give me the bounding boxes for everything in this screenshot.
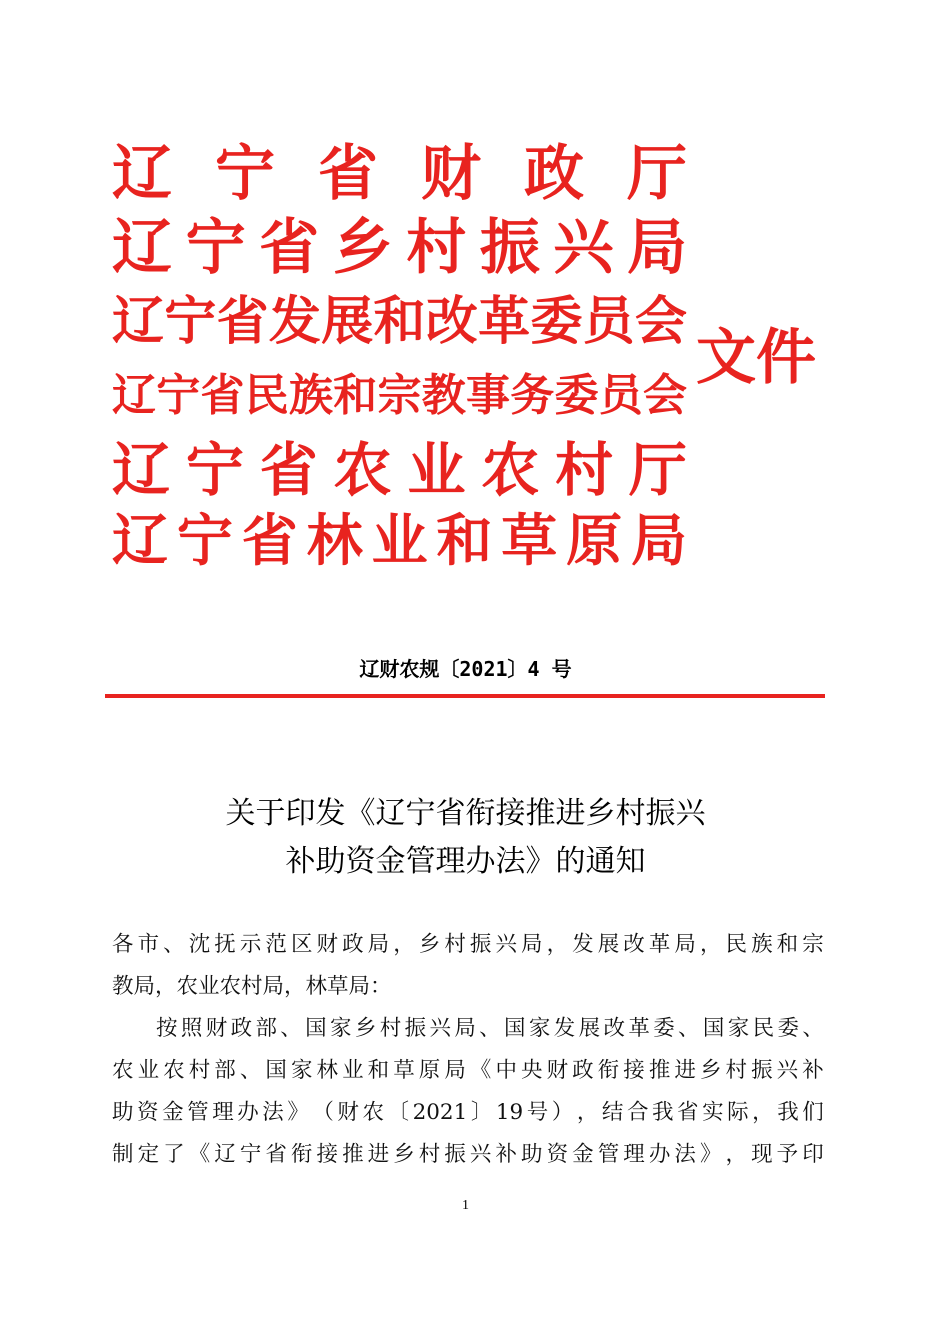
agency-char: 宁	[185, 436, 244, 504]
body-line	[112, 1008, 824, 1050]
agency-char: 省	[259, 213, 320, 283]
agency-char: 政	[524, 139, 584, 209]
agency-char: 辽	[112, 292, 165, 352]
body-char: 改	[623, 932, 645, 957]
body-char: 改	[603, 1016, 625, 1041]
agency-name-finance	[112, 138, 687, 210]
body-char: 金	[162, 1100, 184, 1125]
body-char: 财	[316, 932, 339, 957]
body-char: ，	[752, 1100, 774, 1125]
body-char: 、	[479, 1016, 501, 1041]
body-char: 号	[526, 1100, 549, 1125]
body-char: 范	[265, 932, 287, 957]
body-char: 2021	[412, 1100, 468, 1125]
body-char: ，	[393, 932, 415, 957]
body-char: 草	[393, 1058, 415, 1083]
agency-name-agriculture	[112, 434, 687, 506]
agency-char: 革	[478, 292, 531, 352]
body-char: 政	[342, 932, 364, 957]
body-char: 央	[521, 1058, 543, 1083]
body-line: 教局，农业农村局，林草局：	[112, 974, 392, 999]
body-char: 、	[802, 1016, 824, 1041]
agency-char: 兴	[553, 213, 614, 283]
body-char: 和	[367, 1058, 390, 1083]
body-char: 、	[678, 1016, 700, 1041]
body-char: 辽	[214, 1142, 236, 1167]
title-line-1: 关于印发《辽宁省衔接推进乡村振兴	[225, 796, 706, 831]
agency-char: 辽	[112, 213, 172, 283]
agency-char: 农	[481, 436, 540, 504]
body-char: 现	[751, 1142, 773, 1167]
agency-char: 农	[333, 436, 392, 504]
body-char: 管	[187, 1100, 209, 1125]
body-line	[112, 1050, 824, 1092]
agency-char: 村	[406, 213, 467, 283]
body-char: 了	[163, 1142, 185, 1167]
body-char: 法	[262, 1100, 284, 1125]
body-char: 政	[230, 1016, 253, 1041]
body-char: 财	[205, 1016, 228, 1041]
body-char: 理	[212, 1100, 234, 1125]
body-char: 振	[444, 1142, 466, 1167]
body-char: 兴	[429, 1016, 451, 1041]
body-char: ，	[546, 932, 569, 957]
agency-char: 财	[421, 139, 481, 209]
body-char: 宗	[802, 932, 824, 957]
body-char: 振	[751, 1058, 773, 1083]
document-body	[112, 924, 824, 1176]
body-char: 农	[362, 1100, 384, 1125]
body-char: 实	[702, 1100, 724, 1125]
agency-char: 省	[259, 436, 318, 504]
body-char: 进	[367, 1142, 390, 1167]
body-char: 革	[648, 932, 671, 957]
agency-char: 省	[200, 370, 245, 421]
agency-char: 和	[436, 509, 493, 574]
body-char: 兴	[469, 1142, 492, 1167]
agency-char: 林	[306, 509, 363, 574]
agency-char: 族	[289, 370, 333, 421]
body-char: 村	[188, 1058, 211, 1083]
agency-char: 厅	[627, 139, 687, 209]
agency-char: 局	[626, 213, 687, 283]
body-line	[112, 1134, 824, 1176]
body-char: 国	[305, 1016, 327, 1041]
body-char: （	[312, 1100, 334, 1125]
agency-char: 宁	[156, 370, 201, 421]
body-char: 接	[623, 1058, 645, 1083]
body-char: 理	[623, 1142, 645, 1167]
body-char: 19	[495, 1100, 524, 1125]
document-header	[112, 130, 852, 574]
agency-char: 原	[566, 509, 623, 574]
red-divider	[105, 694, 825, 698]
agency-char: 草	[501, 509, 558, 574]
body-char: 区	[290, 932, 313, 957]
body-char: 我	[777, 1100, 799, 1125]
agency-char: 和	[333, 370, 378, 421]
body-char: 局	[674, 932, 696, 957]
agency-char: 宗	[377, 370, 422, 421]
body-char: 予	[776, 1142, 799, 1167]
body-char: 家	[727, 1016, 750, 1041]
body-char: 展	[578, 1016, 601, 1041]
body-char: 局	[367, 932, 390, 957]
agency-char: 务	[510, 370, 555, 421]
agency-char: 教	[421, 370, 466, 421]
body-char: 原	[418, 1058, 441, 1083]
body-char: 进	[674, 1058, 696, 1083]
body-char: 补	[495, 1142, 517, 1167]
agency-char: 员	[598, 370, 643, 421]
body-char: ，	[725, 1142, 748, 1167]
agency-char: 宁	[215, 139, 275, 209]
body-char: 推	[342, 1142, 364, 1167]
agency-char: 会	[634, 292, 687, 352]
body-char: 抚	[214, 932, 236, 957]
body-char: 乡	[354, 1016, 377, 1041]
body-char: 局	[521, 932, 543, 957]
body-char: 业	[137, 1058, 160, 1083]
body-char: 资	[137, 1100, 159, 1125]
agency-char: 业	[407, 436, 466, 504]
body-char: ）	[551, 1100, 574, 1125]
body-char: 兴	[776, 1058, 799, 1083]
body-char: 、	[280, 1016, 302, 1041]
body-char: 印	[802, 1142, 824, 1167]
body-char: 局	[454, 1016, 476, 1041]
body-char: 林	[316, 1058, 339, 1083]
document-title	[0, 790, 931, 886]
agency-char: 宁	[176, 509, 233, 574]
body-char: 国	[702, 1016, 725, 1041]
body-char: 财	[337, 1100, 359, 1125]
agency-char: 会	[643, 370, 687, 421]
body-char: 制	[112, 1142, 134, 1167]
body-char: 我	[651, 1100, 674, 1125]
body-char: 《	[188, 1142, 211, 1167]
agency-char: 民	[244, 370, 289, 421]
agency-char: 辽	[112, 139, 172, 209]
body-char: 部	[255, 1016, 277, 1041]
body-line	[112, 924, 824, 966]
body-char: ，	[576, 1100, 599, 1125]
body-char: 推	[648, 1058, 671, 1083]
agency-char: 改	[425, 292, 478, 352]
body-char: 衔	[290, 1142, 313, 1167]
body-char: 们	[802, 1100, 824, 1125]
body-char: 农	[163, 1058, 185, 1083]
body-char: 、	[239, 1058, 262, 1083]
body-char: 结	[601, 1100, 624, 1125]
body-char: 家	[290, 1058, 313, 1083]
agency-char: 委	[530, 292, 583, 352]
body-char: 村	[379, 1016, 402, 1041]
document-suffix: 文件	[696, 323, 816, 393]
body-char: 〕	[470, 1100, 493, 1125]
agency-char: 事	[466, 370, 510, 421]
agency-char: 宁	[185, 213, 246, 283]
body-char: 民	[725, 932, 748, 957]
body-char: 资	[546, 1142, 569, 1167]
body-char: 革	[628, 1016, 650, 1041]
body-char: ，	[699, 932, 722, 957]
body-char: 乡	[393, 1142, 415, 1167]
body-char: 按	[156, 1016, 178, 1041]
body-char: 《	[469, 1058, 492, 1083]
agency-char: 省	[216, 292, 269, 352]
body-line	[112, 1092, 824, 1134]
agency-name-ethnic-religious	[112, 360, 687, 432]
body-char: 法	[674, 1142, 696, 1167]
agency-char: 振	[479, 213, 540, 283]
body-char: 村	[418, 1142, 441, 1167]
body-char: 》	[287, 1100, 309, 1125]
body-char: 财	[546, 1058, 569, 1083]
agency-char: 委	[554, 370, 599, 421]
agency-char: 辽	[112, 509, 168, 574]
body-char: 发	[553, 1016, 576, 1041]
document-number: 辽财农规〔2021〕4 号	[359, 657, 572, 681]
agency-char: 业	[371, 509, 428, 574]
body-char: 政	[572, 1058, 594, 1083]
body-char: 振	[469, 932, 492, 957]
body-char: 省	[265, 1142, 287, 1167]
agency-char: 局	[631, 509, 687, 574]
body-char: 部	[214, 1058, 236, 1083]
body-char: 管	[597, 1142, 620, 1167]
agency-char: 辽	[112, 370, 156, 421]
body-char: 助	[521, 1142, 543, 1167]
body-char: 定	[137, 1142, 160, 1167]
body-char: 示	[239, 932, 262, 957]
body-char: 业	[342, 1058, 364, 1083]
body-char: 接	[316, 1142, 339, 1167]
body-char: 、	[163, 932, 185, 957]
title-line-2: 补助资金管理办法》的通知	[285, 844, 646, 879]
body-char: 族	[751, 932, 773, 957]
body-char: 振	[404, 1016, 427, 1041]
agency-char: 员	[582, 292, 635, 352]
body-char: 村	[725, 1058, 748, 1083]
page-number: 1	[462, 1198, 469, 1213]
body-char: 乡	[699, 1058, 722, 1083]
body-char: 乡	[418, 932, 441, 957]
agency-name-development-reform	[112, 286, 687, 358]
body-char: 沈	[188, 932, 211, 957]
agency-char: 省	[241, 509, 298, 574]
body-char: 委	[653, 1016, 675, 1041]
body-char: 农	[112, 1058, 134, 1083]
body-char: 办	[237, 1100, 259, 1125]
agency-name-rural-revitalization	[112, 212, 687, 284]
body-char: 发	[572, 932, 594, 957]
body-char: 家	[330, 1016, 352, 1041]
agency-char: 厅	[628, 436, 687, 504]
body-char: 家	[528, 1016, 551, 1041]
body-char: 和	[776, 932, 799, 957]
body-char: 展	[597, 932, 620, 957]
body-char: 村	[444, 932, 466, 957]
body-char: 兴	[495, 932, 517, 957]
agency-char: 省	[318, 139, 378, 209]
body-char: 助	[112, 1100, 134, 1125]
body-char: 各	[112, 932, 134, 957]
agency-char: 辽	[112, 436, 171, 504]
agency-char: 宁	[164, 292, 217, 352]
body-char: 市	[137, 932, 160, 957]
agency-name-forestry	[112, 506, 687, 578]
body-char: 省	[677, 1100, 699, 1125]
agency-char: 村	[555, 436, 614, 504]
body-char: 宁	[239, 1142, 262, 1167]
body-char: 民	[752, 1016, 775, 1041]
body-char: 衔	[597, 1058, 620, 1083]
body-char: 委	[777, 1016, 799, 1041]
body-char: 际	[727, 1100, 749, 1125]
body-char: 局	[444, 1058, 466, 1083]
body-char: 补	[802, 1058, 824, 1083]
agency-char: 乡	[332, 213, 393, 283]
agency-char: 和	[373, 292, 426, 352]
agency-char: 发	[268, 292, 321, 352]
body-char: 〔	[387, 1100, 410, 1125]
body-char: 照	[180, 1016, 203, 1041]
body-char: 办	[648, 1142, 671, 1167]
body-char: 国	[265, 1058, 287, 1083]
body-char: 金	[572, 1142, 594, 1167]
body-char: 国	[504, 1016, 526, 1041]
body-char: 中	[495, 1058, 517, 1083]
body-char: 》	[699, 1142, 722, 1167]
body-char: 合	[626, 1100, 649, 1125]
agency-char: 展	[321, 292, 374, 352]
